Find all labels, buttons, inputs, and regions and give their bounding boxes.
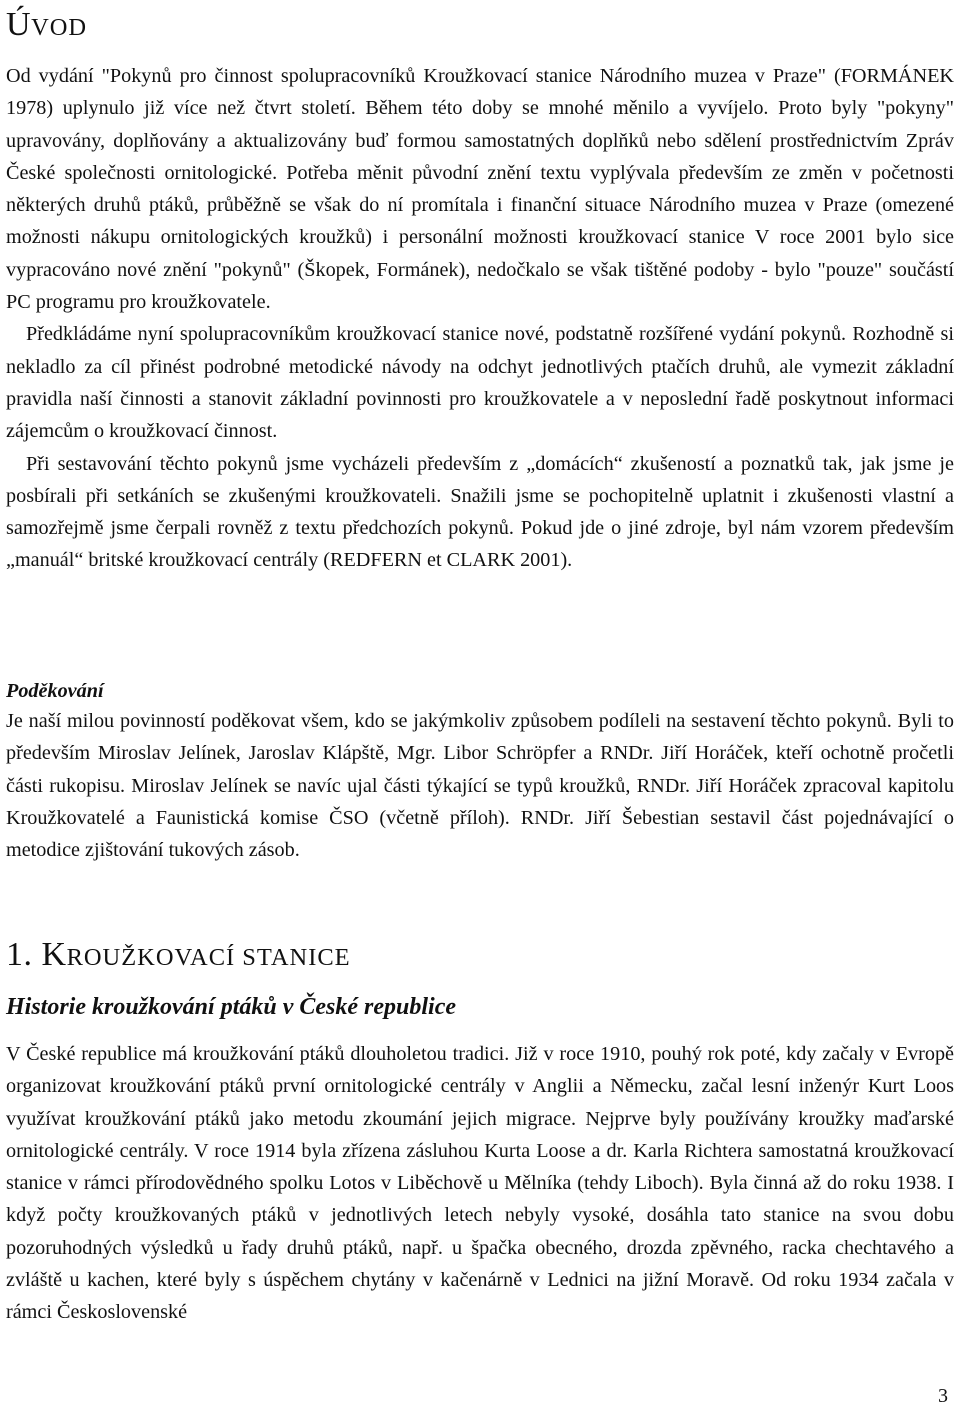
intro-heading-rest: VOD — [31, 14, 88, 41]
chapter-number: 1. — [6, 936, 33, 973]
acknowledgements-section — [6, 705, 954, 866]
intro-section — [6, 60, 954, 577]
intro-paragraph-3: Při sestavování těchto pokynů jsme vycházeli především z „domácích“ zkušeností a poznatků tak, jak jsme je posbírali při setkáních se zkušenými kroužkovateli. Snažili jsme se pochopitelně uplatnit i zkušenosti vlastní a samozřejmě jsme čerpali rovněž z textu předchozích pokynů. Pokud jde o jiné zdroje, byl nám vzorem především „manuál“ britské kroužkovací centrály (REDFERN et CLARK 2001). — [6, 452, 954, 572]
acknowledgements-paragraph: Je naší milou povinností poděkovat všem, kdo se jakýmkoliv způsobem podíleli na sestavení těchto pokynů. Byli to především Miroslav Jelínek, Jaroslav Klápště, Mgr. Libor Schröpfer a RNDr. Jiří Horáček, kteří ochotně pročetli části rukopisu. Miroslav Jelínek se navíc ujal části týkající se typů kroužků, RNDr. Jiří Horáček zpracoval kapitolu Kroužkovatelé a Faunistická komise ČSO (včetně příloh). RNDr. Jiří Šebestian sestavil část pojednávající o metodice zjištování tukových zásob. — [6, 710, 954, 862]
chapter-title-rest: ROUŽKOVACÍ STANICE — [66, 944, 351, 971]
page-number: 3 — [938, 1385, 948, 1407]
intro-heading — [6, 6, 87, 44]
history-paragraph: V České republice má kroužkování ptáků dlouholetou tradici. Již v roce 1910, pouhý rok poté, kdy začaly v Evropě organizovat kroužkování ptáků první ornitologické centrály v Anglii a Německu, začal lesní inženýr Kurt Loos využívat kroužkování ptáků jako metodu zkoumání jejich migrace. Nejprve byly používány kroužky maďarské ornitologické centrály. V roce 1914 byla zřízena zásluhou Kurta Loose a dr. Karla Richtera samostatná kroužkovací stanice v rámci přírodovědného spolku Lotos v Liběchově u Mělníka (tehdy Liboch). Byla činná až do roku 1938. I když počty kroužkovaných ptáků v jednotlivých letech nebyly vysoké, dosáhla tato stanice na svou dobu pozoruhodných výsledků u řady druhů ptáků, např. u špačka obecného, drozda zpěvného, racka chechtavého a zvláště u kachen, které byly s úspěchem chytány v kačenárně v Lednici na jižní Moravě. Od roku 1934 začala v rámci Československé — [6, 1043, 954, 1324]
intro-paragraph-1: Od vydání "Pokynů pro činnost spolupracovníků Kroužkovací stanice Národního muzea v Praze" (FORMÁNEK 1978) uplynulo již více než čtvrt století. Během této doby se mnohé měnilo a vyvíjelo. Proto byly "pokyny" upravovány, doplňovány a aktualizovány buď formou samostatných doplňků nebo sdělení prostřednictvím Zpráv České společnosti ornitologické. Potřeba měnit původní znění textu vyplývala především ze změn v početnosti některých druhů ptáků, průběžně se však do ní promítala i finanční situace Národního muzea v Praze (omezené možnosti nákupu ornitologických kroužků) i personální možnosti kroužkovací stanice V roce 2001 bylo sice vypracováno nové znění "pokynů" (Škopek, Formánek), nedočkalo se však tištěné podoby - bylo "pouze" součástí PC programu pro kroužkovatele. — [6, 65, 954, 314]
chapter-heading — [6, 936, 351, 974]
chapter-title-initial: K — [41, 936, 67, 973]
acknowledgements-heading: Poděkování — [6, 680, 104, 702]
intro-paragraph-2: Předkládáme nyní spolupracovníkům kroužkovací stanice nové, podstatně rozšířené vydání pokynů. Rozhodně si nekladlo za cíl přinést podrobné metodické návody na odchyt jednotlivých ptačích druhů, ale vymezit základní pravidla naší činnosti a stanovit základní povinnosti pro kroužkovatele a v neposlední řadě poskytnout informaci zájemcům o kroužkovací činnost. — [6, 323, 954, 443]
history-section — [6, 1038, 954, 1329]
section-heading: Historie kroužkování ptáků v České republice — [6, 994, 456, 1020]
intro-heading-initial: Ú — [6, 6, 32, 43]
